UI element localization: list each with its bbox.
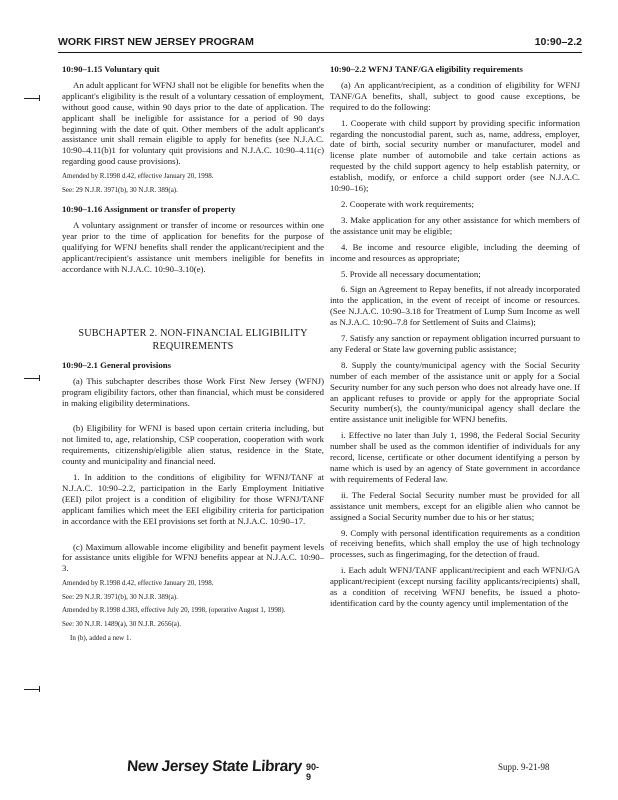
history-note: In (b), added a new 1.: [70, 633, 132, 642]
page-number: 90-9: [306, 762, 320, 782]
header-title: WORK FIRST NEW JERSEY PROGRAM: [58, 36, 254, 48]
history-note: Amended by R.1998 d.42, effective January 20, 1998.: [62, 579, 214, 588]
library-stamp: New Jersey State Library: [126, 758, 303, 775]
history-note: See: 30 N.J.R. 1489(a), 30 N.J.R. 2656(a).: [62, 620, 181, 629]
list-item: 1. Cooperate with child support by providing specific information regarding the noncustodial parent, such as, name, address, employer, date of birth, social security number or manufacturer, model and license plate number of automobile and take certain actions as requested by the child support agency to help establish paternity, or establish, modify, or enforce a child support order (see N.J.A.C. 10:90–16);: [330, 117, 580, 194]
list-subitem: i. Effective no later than July 1, 1998, the Federal Social Security number shall be used as the common identifier of individuals for any record, license, certificate or other document identifying a person by name which is used by an agency of State government in accordance with requirements of Federal law.: [330, 430, 580, 484]
section-heading: 10:90–2.1 General provisions: [62, 359, 172, 370]
supplement-date: Supp. 9-21-98: [498, 762, 550, 772]
list-subitem: ii. The Federal Social Security number must be provided for all assistance unit members, except for an eligible alien who cannot be assigned a Social Security number due to his or her status;: [330, 489, 580, 522]
list-item: 9. Comply with personal identification requirements as a condition of receiving benefits, which shall employ the use of high technology processes, such as fingerimaging, for the detection of fraud.: [330, 527, 580, 560]
change-bar: [24, 377, 40, 380]
paragraph: (a) An applicant/recipient, as a condition of eligibility for WFNJ TANF/GA benefits, shall, subject to good cause exceptions, be required to do the following:: [330, 79, 580, 112]
history-note: Amended by R.1998 d.42, effective January 20, 1998.: [62, 172, 214, 181]
list-item: 3. Make application for any other assistance for which members of the assistance unit may be eligible;: [330, 214, 580, 236]
list-item: 4. Be income and resource eligible, including the deeming of income and resources as appropriate;: [330, 241, 580, 263]
header-rule: [58, 52, 582, 53]
left-column: [62, 64, 324, 652]
paragraph: (c) Maximum allowable income eligibility and benefit payment levels for assistance units eligible for WFNJ benefits appear at N.J.A.C. 10:90–3.: [62, 541, 324, 574]
running-header: [58, 36, 582, 48]
history-note: See: 29 N.J.R. 3971(b), 30 N.J.R. 389(a).: [62, 185, 178, 194]
list-item: 7. Satisfy any sanction or repayment obligation incurred pursuant to any Federal or State law governing public assistance;: [330, 333, 580, 354]
list-item: 5. Provide all necessary documentation;: [341, 268, 481, 279]
paragraph: 1. In addition to the conditions of eligibility for WFNJ/TANF at N.J.A.C. 10:90–2.2, participation in the Early Employment Initiative (EEI) pilot project is a condition of eligibility for those WFNJ/TANF applicant families which meet the EEI eligibility criteria for participation in accordance with the EEI provisions set forth at N.J.A.C. 10:90–17.: [62, 472, 324, 526]
list-item: 6. Sign an Agreement to Repay benefits, if not already incorporated into the application, in the event of receipt of income or resources. (See N.J.A.C. 10:90–3.18 for Treatment of Lump Sum Income as well as N.J.A.C. 10:90–7.8 for Settlement of Suits and Claims);: [330, 284, 580, 328]
history-notes: [62, 172, 324, 194]
header-section-number: 10:90–2.2: [534, 36, 582, 48]
list-subitem: i. Each adult WFNJ/TANF applicant/recipient and each WFNJ/GA applicant/recipient (except nursing facility applicants/recipients) shall, as a condition of receiving WFNJ benefits, be issued a photo-identification card by the county agency until implementation of the: [330, 565, 580, 608]
list-item: 2. Cooperate with work requirements;: [341, 198, 474, 209]
section-heading: 10:90–1.15 Voluntary quit: [62, 64, 160, 74]
paragraph: An adult applicant for WFNJ shall not be eligible for benefits when the applicant's eligibility is the result of a voluntary cessation of employment, without good cause, within 90 days prior to the date of application. The applicant shall be ineligible for assistance for a period of 90 days beginning with the date of quit. Other members of the adult applicant's assistance unit shall remain eligible to apply for benefits (see N.J.A.C. 10:90–4.11(b)1 for voluntary quit provisions and N.J.A.C. 10:90–4.11(c) regarding good cause provisions).: [62, 79, 324, 167]
paragraph: A voluntary assignment or transfer of income or resources within one year prior to the time of application for benefits for the purpose of qualifying for WFNJ benefits shall render the applicant/recipient and the applicant/recipient's assistance unit members ineligible for benefits in accordance with N.J.A.C. 10:90–3.10(e).: [62, 220, 324, 274]
paragraph: (a) This subchapter describes those Work First New Jersey (WFNJ) program eligibility factors, other than financial, which must be considered in making eligibility determinations.: [62, 375, 324, 408]
change-bar: [24, 97, 40, 100]
section-heading: 10:90–2.2 WFNJ TANF/GA eligibility requirements: [330, 64, 523, 74]
change-bar: [24, 688, 40, 691]
right-column: [330, 64, 580, 614]
subchapter-title: SUBCHAPTER 2. NON-FINANCIAL ELIGIBILITY REQUIREMENTS: [78, 327, 308, 352]
history-note: Amended by R.1998 d.383, effective July 20, 1998, (operative August 1, 1998).: [62, 606, 286, 615]
section-heading: 10:90–1.16 Assignment or transfer of property: [62, 204, 236, 215]
list-item: 8. Supply the county/municipal agency with the Social Security number of each member of the assistance unit or apply for a Social Security number for any such person who does not already have one. If an applicant refuses to provide or apply for the appropriate Social Security number(s), the county/municipal agency shall declare the entire assistance unit ineligible for WFNJ benefits.: [330, 359, 580, 425]
paragraph: (b) Eligibility for WFNJ is based upon certain criteria including, but not limited to, age, relationship, CSP cooperation, cooperation with work requirements, citizenship/eligible alien status, residence in the State, county and municipality and financial need.: [62, 423, 324, 467]
history-note: See: 29 N.J.R. 3971(b), 30 N.J.R. 389(a).: [62, 592, 178, 601]
history-notes: [62, 579, 324, 642]
